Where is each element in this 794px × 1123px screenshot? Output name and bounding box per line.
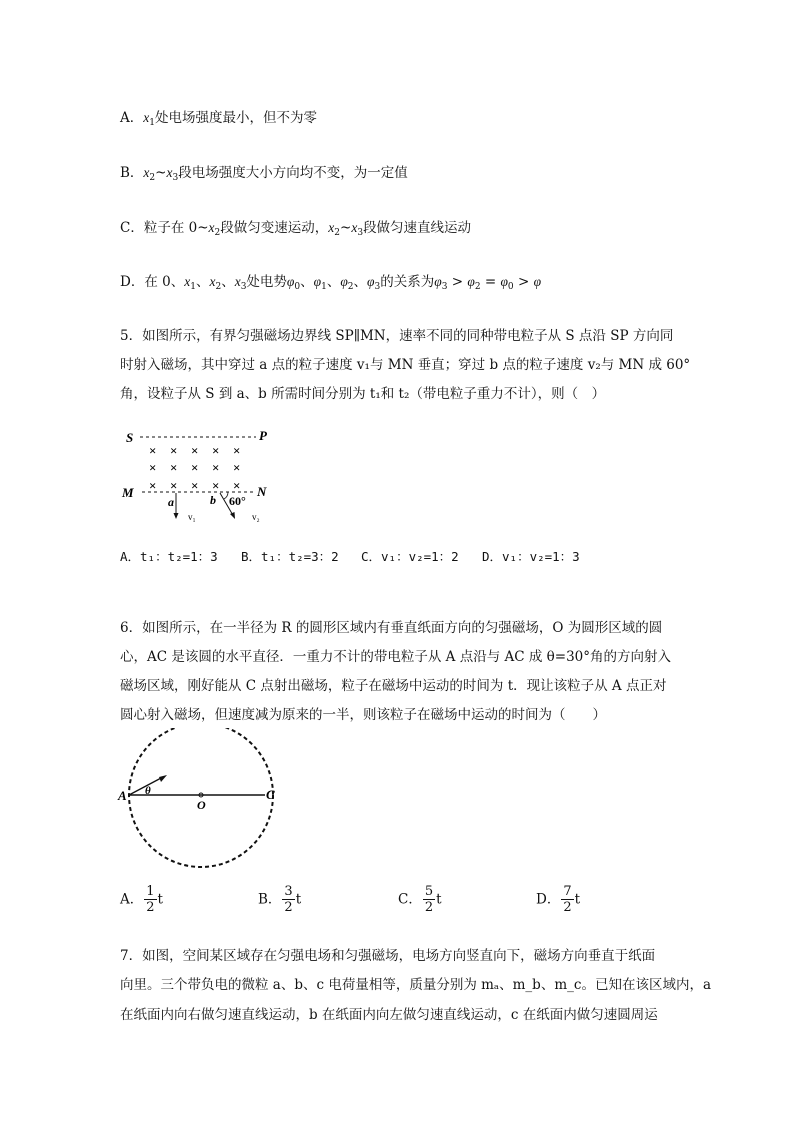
q6-options: [120, 884, 720, 924]
field-cross: ×: [149, 478, 157, 493]
q6-option-d: D． $\frac{7}{2}$ t: [536, 884, 581, 915]
q5-option-c: C．v₁：v₂=1：2: [361, 549, 459, 564]
label-m: M: [122, 485, 134, 500]
label-s: S: [126, 430, 134, 445]
label-c-point: C: [266, 787, 275, 802]
field-cross: ×: [191, 460, 199, 475]
field-cross: ×: [170, 460, 178, 475]
field-cross: ×: [170, 478, 178, 493]
label-a-point: A: [118, 788, 127, 803]
field-cross: ×: [233, 460, 241, 475]
fraction: $\frac{7}{2}$: [563, 884, 572, 915]
q5-option-b: B．t₁：t₂=3：2: [241, 549, 339, 564]
label-v2: v₂: [252, 512, 260, 522]
field-cross: ×: [233, 443, 241, 458]
q6-stem-line-4: 圆心射入磁场，但速度减为原来的一半，则该粒子在磁场中运动的时间为（ ）: [120, 707, 606, 723]
velocity-arrowhead: [159, 775, 167, 782]
field-cross: ×: [212, 478, 220, 493]
field-cross: ×: [149, 443, 157, 458]
fraction: $\frac{1}{2}$: [146, 884, 155, 915]
q5-stem-line-3: 角，设粒子从 S 到 a、b 所需时间分别为 t₁和 t₂（带电粒子重力不计），则（ ）: [120, 386, 606, 402]
q5-stem-line-2: 时射入磁场，其中穿过 a 点的粒子速度 v₁与 MN 垂直；穿过 b 点的粒子速度 v₂与 MN 成 60°: [120, 357, 691, 373]
field-cross: ×: [191, 478, 199, 493]
q6-stem-line-1: 6．如图所示，在一半径为 R 的圆形区域内有垂直纸面方向的匀强磁场，O 为圆形区域的圆: [120, 620, 663, 636]
q4-option-a: A．$x_1$处电场强度最小，但不为零: [120, 110, 317, 128]
q6-option-a: A． $\frac{1}{2}$ t: [120, 884, 163, 915]
label-angle-60: 60°: [229, 494, 246, 508]
field-cross: ×: [149, 460, 157, 475]
magnetic-field-crosses: [149, 443, 240, 493]
label-b: b: [210, 493, 216, 507]
q4-option-d: D．在 0、$x_1$、$x_2$、$x_3$处电势$\varphi_0$、$\varphi_1$、$\varphi_2$、$\varphi_3$的关系为$\varphi_3 > \varphi_2 = \varphi_0 > \varphi$: [120, 274, 542, 292]
q5-figure: [118, 425, 278, 525]
q4-option-b: B．$x_2\sim x_3$段电场强度大小方向均不变，为一定值: [120, 165, 408, 183]
field-cross: ×: [212, 460, 220, 475]
q5-stem-line-1: 5．如图所示，有界匀强磁场边界线 SP∥MN，速率不同的同种带电粒子从 S 点沿 SP 方向同: [120, 328, 674, 344]
q6-option-b: B． $\frac{3}{2}$ t: [258, 884, 302, 915]
q6-stem-line-3: 磁场区域，刚好能从 C 点射出磁场，粒子在磁场中运动的时间为 t．现让该粒子从 A 点正对: [120, 678, 667, 694]
q5-option-d: D．v₁：v₂=1：3: [482, 549, 580, 564]
label-p: P: [259, 428, 267, 443]
q7-stem-line-1: 7．如图，空间某区域存在匀强电场和匀强磁场，电场方向竖直向下，磁场方向垂直于纸面: [120, 948, 656, 964]
fraction: $\frac{5}{2}$: [424, 884, 434, 915]
q7-stem-line-2: 向里。三个带负电的微粒 a、b、c 电荷量相等，质量分别为 mₐ、m_b、m_c。已知在该区域内，a: [120, 977, 711, 993]
q5-option-a: A．t₁：t₂=1：3: [120, 549, 218, 564]
field-cross: ×: [212, 443, 220, 458]
field-cross: ×: [170, 443, 178, 458]
field-cross: ×: [191, 443, 199, 458]
velocity-v1-arrowhead: [174, 513, 179, 519]
velocity-v2-arrowhead: [230, 512, 235, 519]
label-a: a: [168, 495, 174, 509]
label-theta: θ: [145, 785, 151, 797]
q4-option-c: C．粒子在 $0\sim x_2$段做匀变速运动，$x_2\sim x_3$段做匀速直线运动: [120, 220, 472, 238]
fraction: $\frac{3}{2}$: [284, 884, 293, 915]
field-cross: ×: [233, 478, 241, 493]
label-n: N: [257, 484, 267, 499]
angle-arc: [224, 492, 228, 499]
q6-figure: [115, 728, 295, 868]
label-v1: v₁: [188, 512, 196, 522]
q6-stem-line-2: 心，AC 是该圆的水平直径．一重力不计的带电粒子从 A 点沿与 AC 成 θ=30°角的方向射入: [120, 649, 672, 665]
q7-stem-line-3: 在纸面内向右做匀速直线运动，b 在纸面内向左做匀速直线运动，c 在纸面内做匀速圆周运: [120, 1007, 658, 1023]
label-o-point: O: [197, 798, 206, 812]
q6-option-c: C． $\frac{5}{2}$ t: [398, 884, 442, 915]
